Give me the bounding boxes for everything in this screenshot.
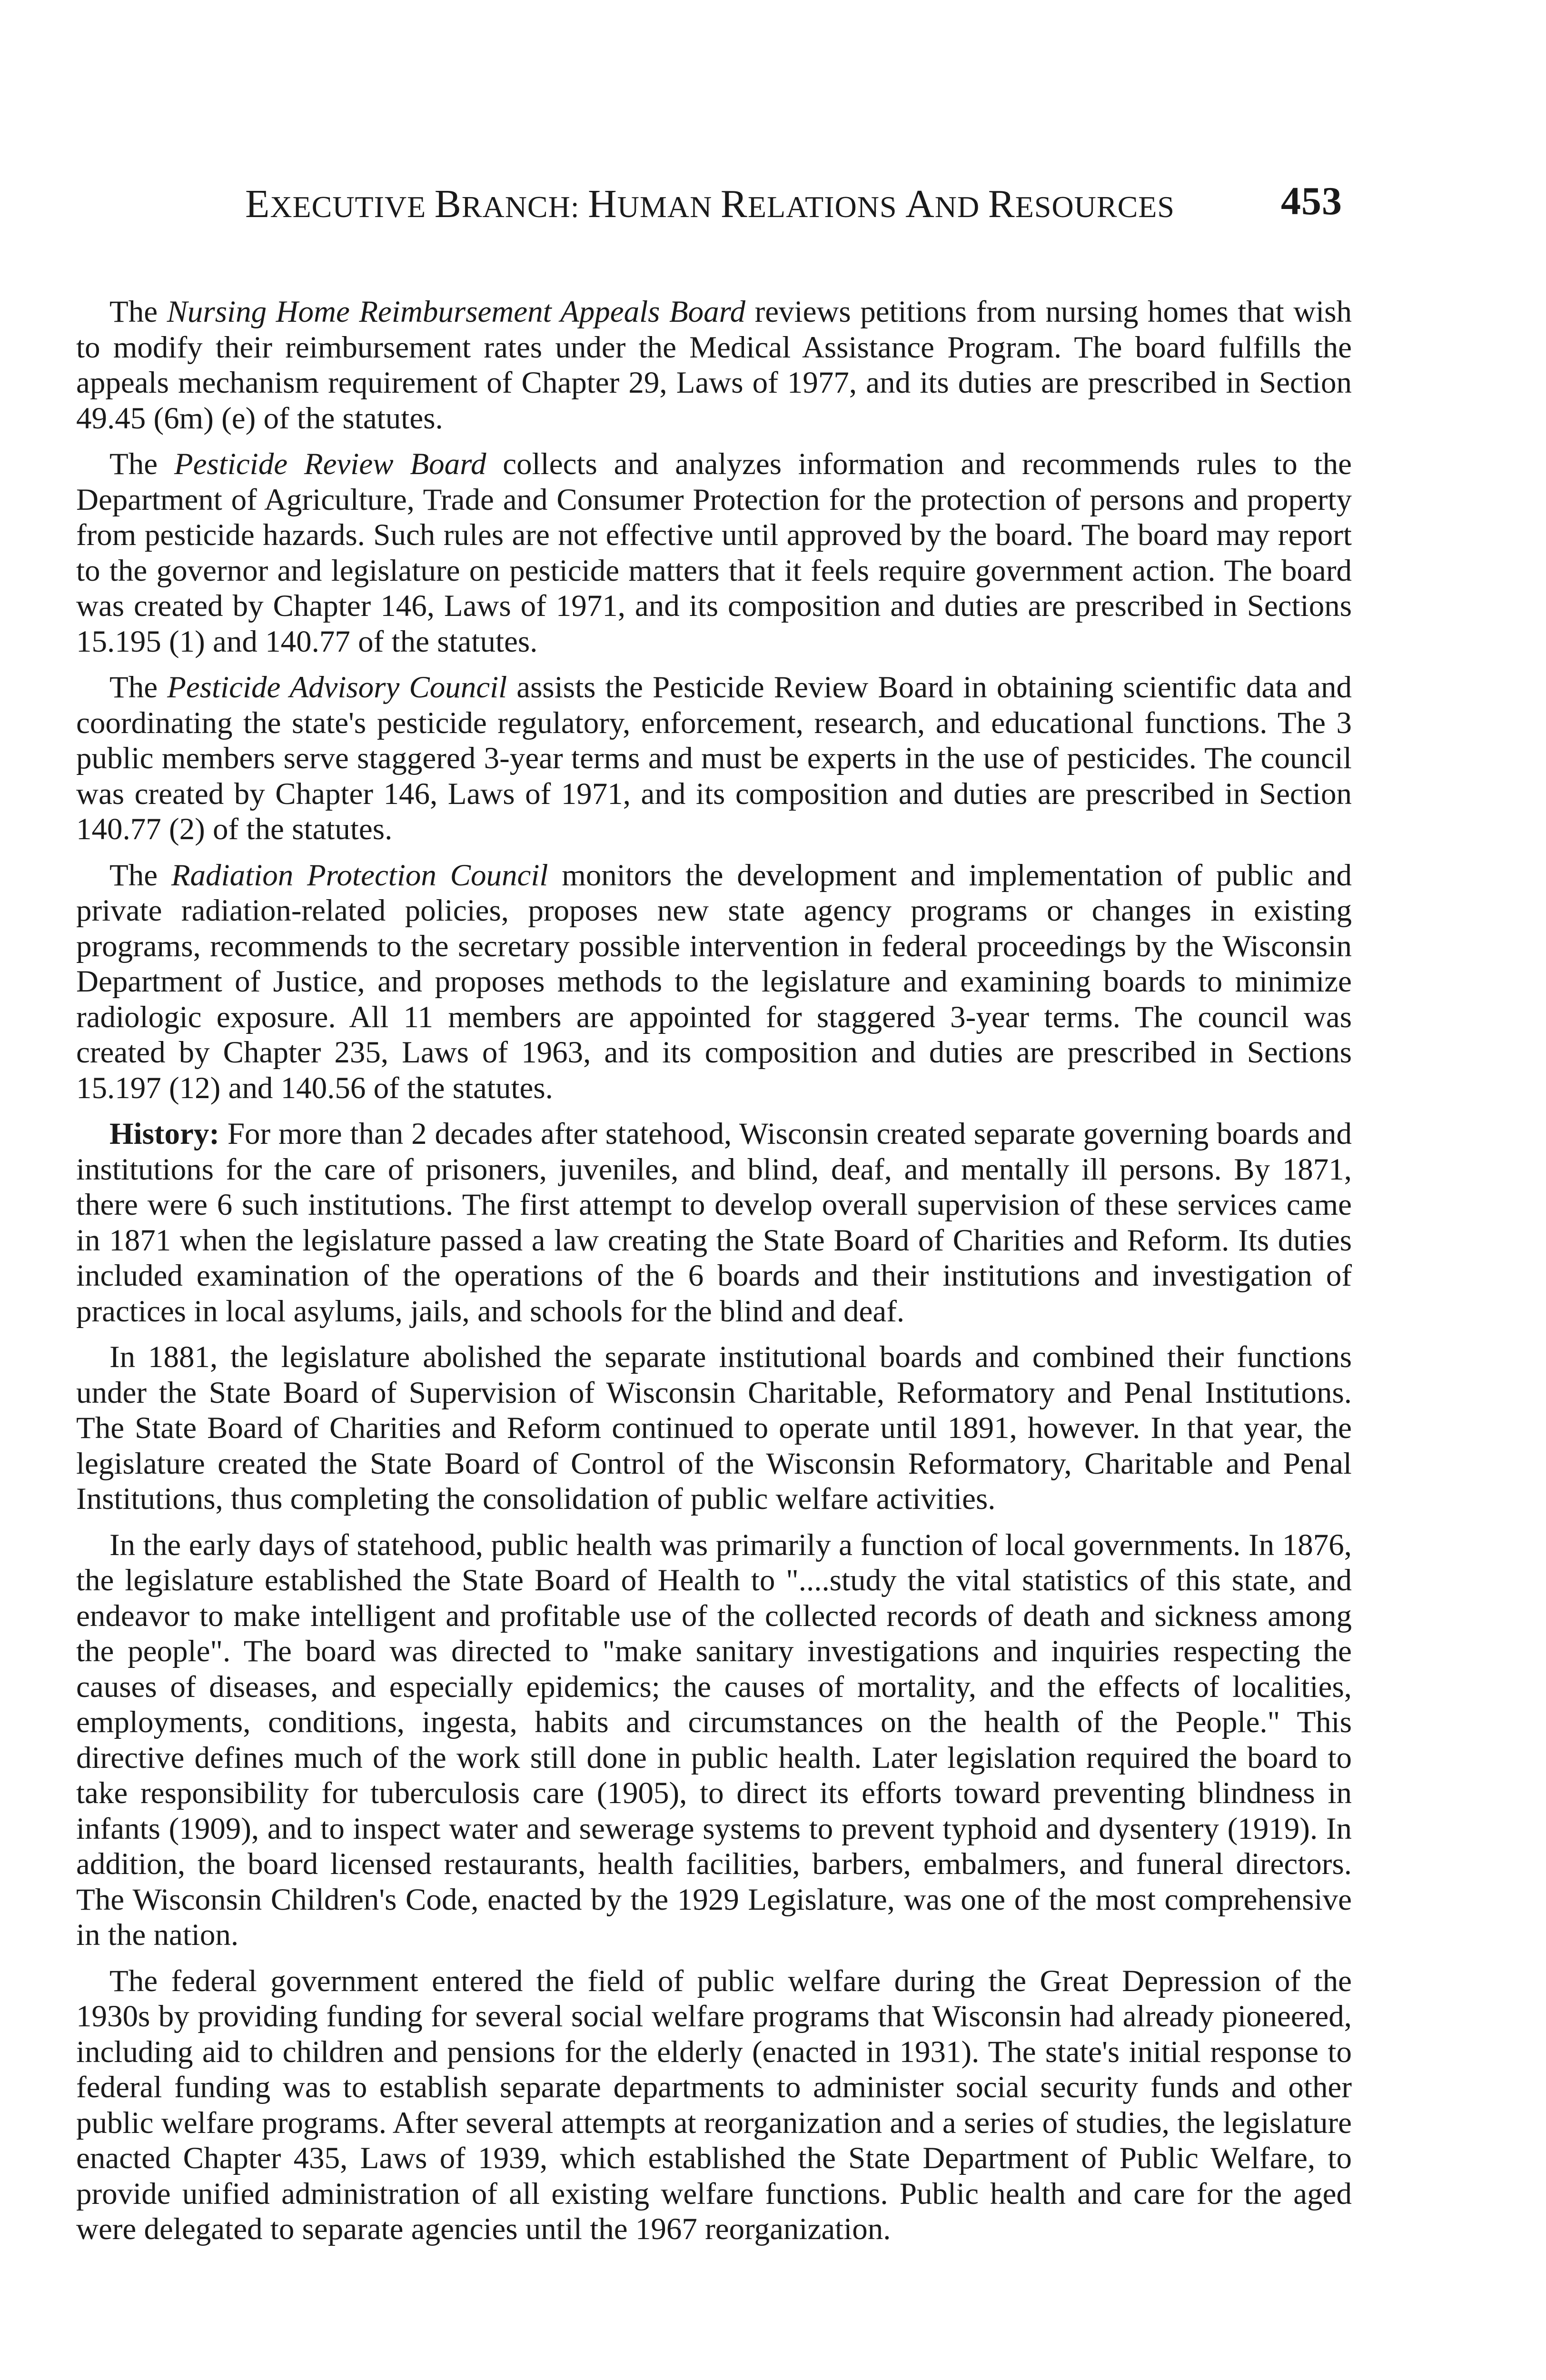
running-head bbox=[245, 181, 1175, 227]
paragraph-pesticide-review-board: The Pesticide Review Board collects and analyzes information and recommends rules to the Department of Agriculture, Trade and Consumer Protection for the protection of persons and property from pesticide hazards. Such rules are not effective until approved by the board. The board may report to the governor and legislature on pesticide matters that it feels require government action. The board was created by Chapter 146, Laws of 1971, and its composition and duties are prescribed in Sections 15.195 (1) and 140.77 of the statutes. bbox=[76, 447, 1352, 659]
page-number: 453 bbox=[1281, 179, 1342, 223]
council-name: Radiation Protection Council bbox=[171, 858, 548, 892]
history-label: History: bbox=[109, 1117, 220, 1151]
running-head-part2: HUMAN RELATIONS AND RESOURCES bbox=[588, 182, 1175, 226]
body-text bbox=[76, 294, 1352, 2247]
paragraph-pesticide-advisory-council: The Pesticide Advisory Council assists the Pesticide Review Board in obtaining scientific data and coordinating the state's pesticide regulatory, enforcement, research, and educational functions. The 3 public members serve staggered 3-year terms and must be experts in the use of pesticides. The council was created by Chapter 146, Laws of 1971, and its composition and duties are prescribed in Section 140.77 (2) of the statutes. bbox=[76, 670, 1352, 846]
paragraph-1881-consolidation: In 1881, the legislature abolished the separate institutional boards and combined their functions under the State Board of Supervision of Wisconsin Charitable, Reformatory and Penal Institutions. The State Board of Charities and Reform continued to operate until 1891, however. In that year, the legislature created the State Board of Control of the Wisconsin Reformatory, Charitable and Penal Institutions, thus completing the consolidation of public welfare activities. bbox=[76, 1340, 1352, 1516]
paragraph-nursing-home-board: The Nursing Home Reimbursement Appeals Board reviews petitions from nursing homes that wish to modify their reimbursement rates under the Medical Assistance Program. The board fulfills the appeals mechanism requirement of Chapter 29, Laws of 1977, and its duties are prescribed in Section 49.45 (6m) (e) of the statutes. bbox=[76, 295, 1352, 436]
paragraph-public-health: In the early days of statehood, public health was primarily a function of local governments. In 1876, the legislature established the State Board of Health to "....study the vital statistics of this state, and endeavor to make intelligent and profitable use of the collected records of death and sickness among the people". The board was directed to "make sanitary investigations and inquiries respecting the causes of diseases, and especially epidemics; the causes of mortality, and the effects of localities, employments, conditions, ingesta, habits and circumstances on the health of the People." This directive defines much of the work still done in public health. Later legislation required the board to take responsibility for tuberculosis care (1905), to direct its efforts toward preventing blindness in infants (1909), and to inspect water and sewerage systems to prevent typhoid and dysentery (1919). In addition, the board licensed restaurants, health facilities, barbers, embalmers, and funeral directors. The Wisconsin Children's Code, enacted by the 1929 Legislature, was one of the most comprehensive in the nation. bbox=[76, 1527, 1352, 1952]
paragraph-history: History: For more than 2 decades after statehood, Wisconsin created separate governing boards and institutions for the care of prisoners, juveniles, and blind, deaf, and mentally ill persons. By 1871, there were 6 such institutions. The first attempt to develop overall supervision of these services came in 1871 when the legislature passed a law creating the State Board of Charities and Reform. Its duties included examination of the operations of the 6 boards and their institutions and investigation of practices in local asylums, jails, and schools for the blind and deaf. bbox=[76, 1117, 1352, 1329]
board-name: Pesticide Review Board bbox=[174, 447, 486, 481]
council-name: Pesticide Advisory Council bbox=[167, 670, 507, 704]
document-page bbox=[76, 181, 1352, 2258]
paragraph-radiation-protection-council: The Radiation Protection Council monitors the development and implementation of public and private radiation-related policies, proposes new state agency programs or changes in existing programs, recommends to the secretary possible intervention in federal proceedings by the Wisconsin Department of Justice, and proposes methods to the legislature and examining boards to minimize radiologic exposure. All 11 members are appointed for staggered 3-year terms. The council was created by Chapter 235, Laws of 1963, and its composition and duties are prescribed in Sections 15.197 (12) and 140.56 of the statutes. bbox=[76, 858, 1352, 1105]
page-header bbox=[76, 181, 1352, 233]
paragraph-federal-welfare: The federal government entered the field of public welfare during the Great Depression of the 1930s by providing funding for several social welfare programs that Wisconsin had already pioneered, including aid to children and pensions for the elderly (enacted in 1931). The state's initial response to federal funding was to establish separate departments to administer social security funds and other public welfare programs. After several attempts at reorganization and a series of studies, the legislature enacted Chapter 435, Laws of 1939, which established the State Department of Public Welfare, to provide unified administration of all existing welfare functions. Public health and care for the aged were delegated to separate agencies until the 1967 reorganization. bbox=[76, 1964, 1352, 2246]
running-head-part1: EXECUTIVE BRANCH: bbox=[245, 182, 580, 226]
board-name: Nursing Home Reimbursement Appeals Board bbox=[167, 295, 746, 329]
